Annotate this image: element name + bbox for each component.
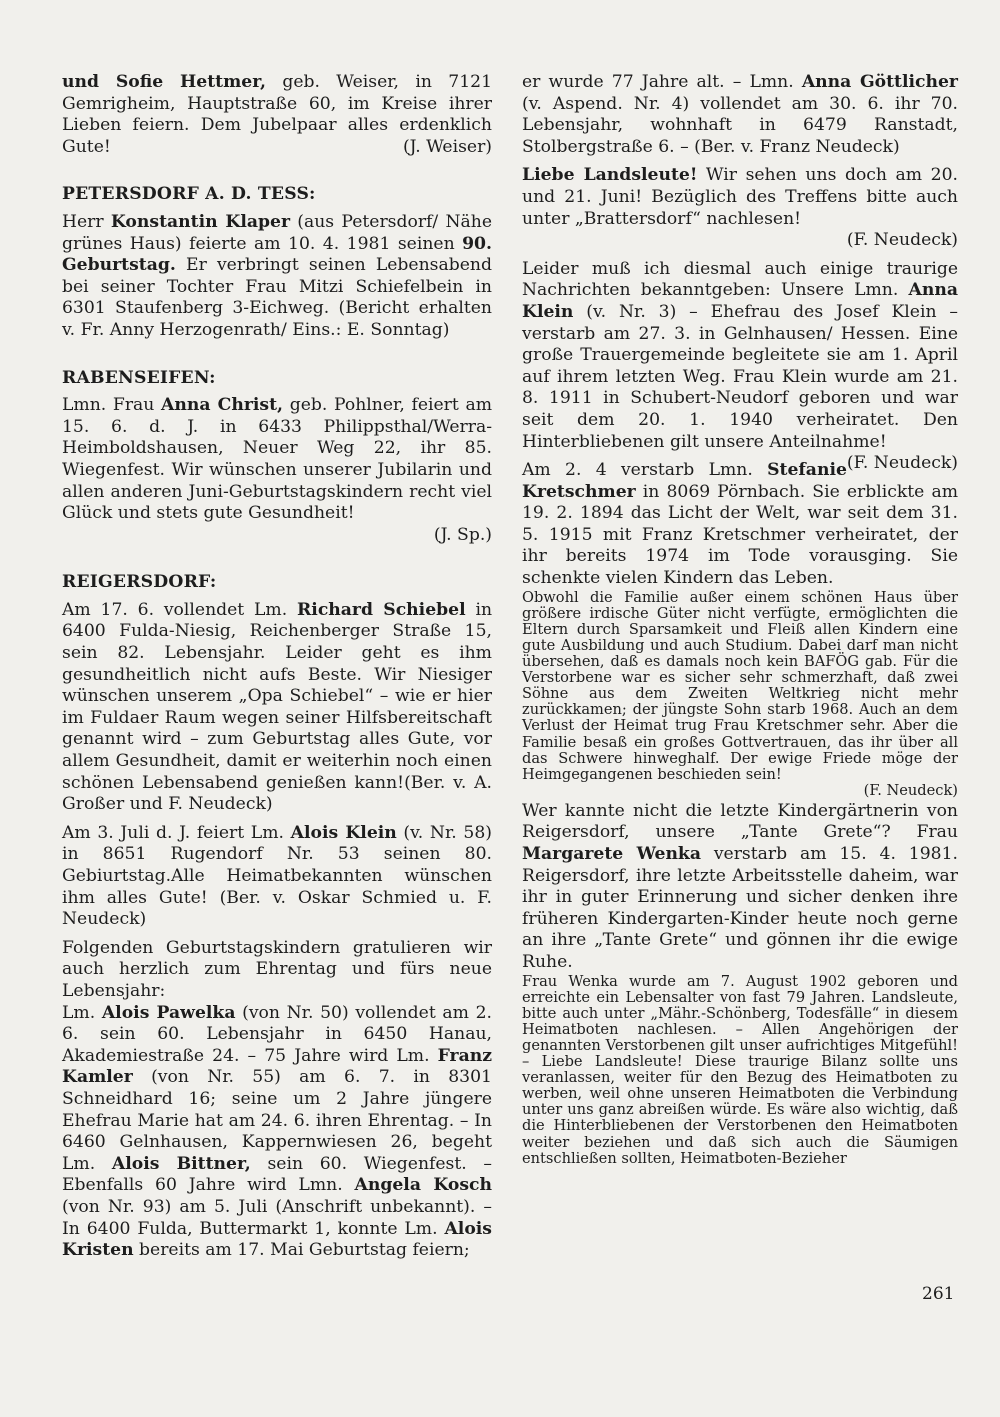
paragraph [522, 460, 958, 590]
text-run: Er verbringt seinen Lebensabend bei seiner Tochter Frau Mitzi Schiefelbein in 6301 Staufenberg 3-Eichweg. (Bericht erhalten v. Fr. Anny Herzogenrath/ Eins.: E. Sonntag) [62, 255, 492, 340]
section-heading: PETERSDORF A. D. TESS: [62, 184, 316, 205]
bold-name: Franz Kamler [62, 1045, 492, 1088]
paragraph [522, 590, 958, 799]
paragraph [522, 165, 958, 251]
paragraph [62, 72, 492, 158]
text-run: Am 2. 4 verstarb Lmn. [522, 460, 768, 481]
bold-name: und Sofie Hettmer, [62, 72, 266, 92]
bold-name: Alois Kristen [62, 1218, 492, 1261]
paragraph [62, 395, 492, 546]
section-heading: REIGERSDORF: [62, 572, 217, 593]
bold-name: 90. Geburtstag. [62, 233, 492, 276]
author-signature: (F. Neudeck) [846, 230, 958, 251]
text-run: (von Nr. 50) vollendet am 2. 6. sein 60. Lebensjahr in 6450 Hanau, Akademiestraße 24. – 75 Jahre wird Lm. [62, 1002, 492, 1066]
author-signature: (F. Neudeck) [863, 781, 958, 799]
bold-name: Anna Göttlicher [801, 72, 958, 92]
text-run: geb. Pohlner, feiert am 15. 6. d. J. in 6433 Philippsthal/Werra-Heimboldshausen, Neuer Weg 22, ihr 85. Wiegenfest. Wir wünschen unserer Jubilarin und allen anderen Juni-Geburtstagskindern recht viel Glück und stets gute Gesundheit! [62, 395, 492, 524]
text-run: bereits am 17. Mai Geburtstag feiern; [133, 1240, 470, 1261]
text-run: Leider muß ich diesmal auch einige traurige Nachrichten bekanntgeben: Unsere Lmn. [522, 258, 958, 301]
text-run: (v. Nr. 3) – Ehefrau des Josef Klein – verstarb am 27. 3. in Gelnhausen/ Hessen. Eine große Trauergemeinde begleitete sie am 1. April auf ihrem letzten Weg. Frau Klein wurde am 21. 8. 1911 in Schubert-Neudorf geboren und war seit dem 20. 1. 1940 verheiratet. Den Hinterbliebenen gilt unsere Anteilnahme! [522, 301, 958, 452]
text-run: Wir sehen uns doch am 20. und 21. Juni! Bezüglich des Treffens bitte auch unter „Brattersdorf“ nachlesen! [522, 165, 958, 229]
author-signature: (J. Sp.) [433, 524, 492, 545]
right-column [522, 72, 958, 1169]
paragraph [522, 974, 958, 1167]
left-column [62, 72, 492, 1269]
bold-name: Liebe Landsleute! [522, 165, 698, 186]
bold-name: Alois Bittner, [111, 1153, 251, 1174]
text-run: Lm. [62, 1002, 102, 1023]
text-run: Obwohl die Familie außer einem schönen Haus über größere irdische Güter nicht verfügte, ermöglichten die Eltern durch Sparsamkeit und Fleiß allen Kindern eine gute Ausbildung und auch Studium. Dabei darf man nicht übersehen, daß es damals noch kein BAFÖG gab. Für die Verstorbene war es sicher sehr schmerzhaft, daß zwei Söhne aus dem Zweiten Weltkrieg nicht mehr zurückkamen; der jüngste Sohn starb 1968. Auch an dem Verlust der Heimat trug Frau Kretschmer sehr. Aber die Familie besaß ein großes Gottvertrauen, das ihr über all das Schwere hinweghalf. Der ewige Friede möge der Heimgegangenen beschieden sein! [522, 588, 958, 783]
paragraph [62, 212, 492, 342]
text-run: Folgenden Geburtstagskindern gratulieren wir auch herzlich zum Ehrentag und fürs neue Lebensjahr: [62, 937, 492, 1001]
text-run: Am 17. 6. vollendet Lm. [62, 599, 297, 620]
section-heading: RABENSEIFEN: [62, 367, 216, 388]
bold-name: Angela Kosch [354, 1175, 492, 1196]
text-run: verstarb am 15. 4. 1981. Reigersdorf, ihre letzte Arbeitsstelle daheim, war ihr in guter Erinnerung und sicher denken ihre früheren Kindergarten-Kinder heute noch gerne an ihre „Tante Grete“ und gönnen ihr die ewige Ruhe. [522, 844, 958, 973]
bold-name: Anna Christ, [161, 395, 284, 416]
text-run: (von Nr. 93) am 5. Juli (Anschrift unbekannt). – In 6400 Fulda, Buttermarkt 1, konnte Lm. [62, 1196, 492, 1239]
text-run: in 8069 Pörnbach. Sie erblickte am 19. 2. 1894 das Licht der Welt, war seit dem 31. 5. 1915 mit Franz Kretschmer verheiratet, der ihr bereits 1974 im Tode vorausging. Sie schenkte vielen Kindern das Leben. [522, 481, 958, 589]
paragraph [522, 72, 958, 158]
text-run: Am 3. Juli d. J. feiert Lm. [62, 822, 291, 843]
text-run: sein 60. Wiegenfest. – Ebenfalls 60 Jahre wird Lmn. [62, 1153, 493, 1196]
bold-name: Anna Klein [522, 280, 958, 322]
bold-name: Konstantin Klaper [110, 211, 291, 232]
bold-name: Alois Klein [290, 822, 397, 843]
text-run: (v. Aspend. Nr. 4) vollendet am 30. 6. ihr 70. Lebensjahr, wohnhaft in 6479 Ranstadt, Stolbergstraße 6. – (Ber. v. Franz Neudeck) [522, 93, 958, 157]
text-run: Herr [62, 211, 111, 232]
paragraph [522, 801, 958, 974]
text-run: (v. Nr. 58) in 8651 Rugendorf Nr. 53 seinen 80. Gebiurtstag.Alle Heimatbekannten wünschen ihm alles Gute! (Ber. v. Oskar Schmied u. F. Neudeck) [62, 822, 492, 930]
text-run: Frau Wenka wurde am 7. August 1902 geboren und erreichte ein Lebensalter von fast 79 Jahren. Landsleute, bitte auch unter „Mähr.-Schönberg, Todesfälle“ in diesem Heimatboten nachlesen. – Allen Angehörigen der genannten Verstorbenen gilt unser aufrichtiges Mitgefühl! – Liebe Landsleute! Diese traurige Bilanz sollte uns veranlassen, weiter für den Bezug des Heimatboten zu werben, weil ohne unseren Heimatboten die Verbindung unter uns ganz abreißen würde. Es wäre also wichtig, daß die Hinterbliebenen der Verstorbenen den Heimatboten weiter beziehen und daß sich auch die Säumigen entschließen sollten, Heimatboten-Bezieher [522, 972, 958, 1167]
bold-name: Stefanie Kretschmer [522, 460, 847, 502]
text-run: (von Nr. 55) am 6. 7. in 8301 Schneidhard 16; seine um 2 Jahre jüngere Ehefrau Marie hat am 24. 6. ihren Ehrentag. – In 6460 Gelnhausen, Kappernwiesen 26, begeht Lm. [62, 1067, 492, 1174]
author-signature: (F. Neudeck) [846, 453, 958, 474]
bold-name: Richard Schiebel [297, 599, 466, 620]
page-number: 261 [922, 1284, 955, 1304]
author-signature: (J. Weiser) [402, 136, 492, 157]
text-run: er wurde 77 Jahre alt. – Lmn. [522, 72, 802, 92]
text-run: geb. Weiser, in 7121 Gemrigheim, Hauptstraße 60, im Kreise ihrer Lieben feiern. Dem Jubelpaar alles erdenklich Gute! [62, 72, 493, 157]
text-run: Wer kannte nicht die letzte Kindergärtnerin von Reigersdorf, unsere „Tante Grete“? Frau [522, 800, 958, 843]
paragraph [62, 1003, 492, 1262]
text-run: (aus Petersdorf/ Nähe grünes Haus) feierte am 10. 4. 1981 seinen [62, 211, 492, 254]
bold-name: Margarete Wenka [522, 844, 701, 865]
bold-name: Alois Pawelka [101, 1002, 236, 1023]
text-run: in 6400 Fulda-Niesig, Reichenberger Straße 15, sein 82. Lebensjahr. Leider geht es ihm gesundheitlich nicht aufs Beste. Wir Niesiger wünschen unserem „Opa Schiebel“ – wie er hier im Fuldaer Raum wegen seiner Hilfsbereitschaft genannt wird – zum Geburtstag alles Gute, vor allem Gesundheit, damit er weiterhin noch einen schönen Lebensabend genießen kann!(Ber. v. A. Großer und F. Neudeck) [62, 599, 493, 815]
text-run: Lmn. Frau [62, 395, 162, 416]
paragraph [62, 823, 492, 931]
paragraph [62, 938, 492, 1003]
paragraph [62, 600, 492, 816]
